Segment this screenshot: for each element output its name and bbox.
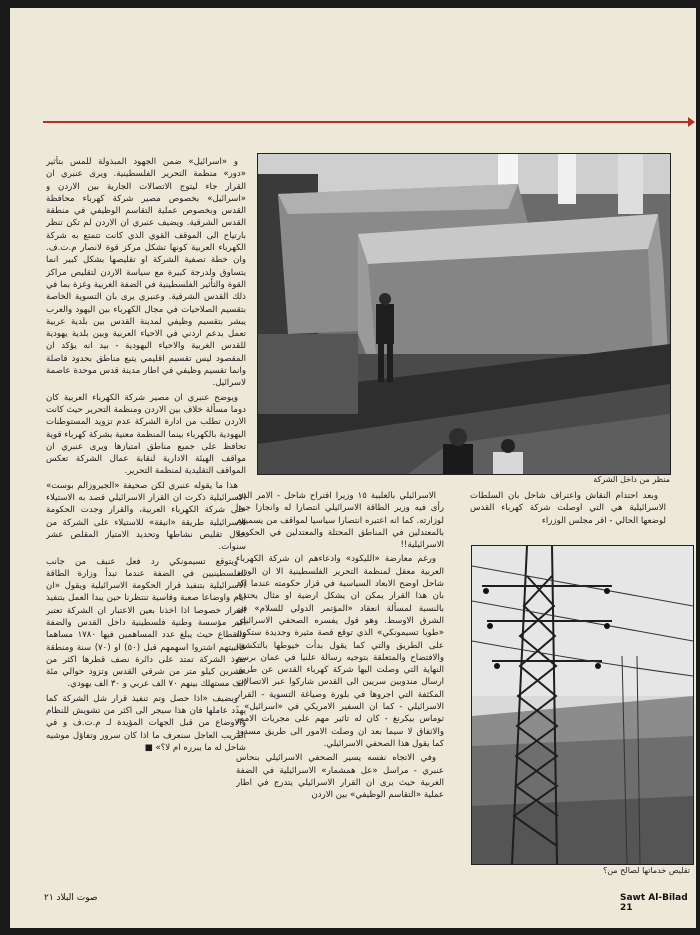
paragraph: الاسرائيلي بالغلبية ١٥ وزيرا اقتراح شاحل - الامر الذي رأى فيه وزير الطاقة الاسرائيلي انتصارا له وانجازا جيدا لوزارته. كما انه اعتبره انتصارا سياسيا لمواقف من يسميهم بالمعتدلين في المناطق المحتلة والمعتدلين في الحكومة الاسرائيلية!! xyxy=(236,491,444,551)
header-rule-arrow-icon xyxy=(688,117,695,127)
power-pylons-photo xyxy=(471,545,694,865)
footer-page-number-latin: Sawt Al-Bilad 21 xyxy=(620,893,688,913)
paragraph: ويتوقع تسيمونكي رد فعل عنيف من جانب الفلسطينيين في الضفة عندما تبدأ وزارة الطاقة الاسرائيلية بتنفيذ قرار الحكومة الاسرائيلية ويقول «ان ايام واوضاعا صعبة وقاسية تنتظرنا حين يبدا العمل بتنفيذ القرار خصوصا اذا اخذنا بعين الاعتبار ان الشركة تعتبر اكبر مؤسسة وطنية فلسطينية داخل القدس والضفة والقطاع حيث يبلغ عدد المساهمين فيها ١٧٨٠ مساهما غالبيتهم اشتروا اسهمهم قبل (٥٠) او (٧٠) سنة ومنطقة نفوذ الشركة تمتد على دائرة نصف قطرها اكثر من عشرين كيلو متر من شرقي القدس وتزود حوالي مئة الف مستهلك بينهم ٧٠ الف عربي و ٣٠ الف يهودي. xyxy=(46,556,246,690)
photo2-caption: تقليص خدماتها لصالح من؟ xyxy=(602,866,690,875)
paragraph: هذا ما يقوله عنبري لكن صحيفة «الجيروزالم بوست» الاسرائيلية ذكرت ان القرار الاسرائيلي قصد به الاستيلاء على شركة الكهرباء العربية، والقرار وجدت الحكومة الاسرائيلية طريقة «انيقة» للاستيلاء على الشركة من خلال تقليص نشاطها وتحديد الامتياز المقلص عشر سنوات. xyxy=(46,480,246,553)
factory-interior-photo xyxy=(257,153,671,475)
header-rule xyxy=(43,121,693,123)
article-column-middle xyxy=(236,490,444,880)
paragraph: و «اسرائيل» ضمن الجهود المبذولة للمس بتأثير «دور» منظمة التحرير الفلسطينية. ويرى عنبري ان القرار جاء ليتوج الاتصالات الجارية بين الاردن و «اسرائيل» بخصوص مصير شركة كهرباء محافظة القدس وبخصوص عملية التقاسم الوظيفي في منطقة القدس الشرقية. ويضيف عنبري ان الاردن لم تكن تنظر بارتياح الى الموقف القوي الذي كانت تتمتع به شركة الكهرباء العربية كونها تشكل مركز قوة لانصار م.ت.ف. وان خطة تصفية الشركة او تقليصها بشكل كبير انما يتساوق ولدرجة كبيرة مع سياسة الاردن لتقليص مراكز القوة والتأثير الفلسطينية في الضفة الغربية وغزة بما في ذلك القدس الشرقية. وعنبري يرى بان التسوية الخاصة بتقسيم الصلاحيات في مجال الكهرباء بين اليهود والعرب يبشر بتقسيم وظيفي لمدينة القدس بين بلدية عربية تعمل بدعم اردني في الاحياء العربية وبين بلدية يهودية للقدس الغربية والاحياء اليهودية - بيد انه يؤكد ان المقصود ليس تقسيم اقليمي يتبع مناطق بحدود فاصلة وانما تقسيم وظيفي في اطار مدينة قدس موحدة عاصمة لاسرائيل. xyxy=(46,157,246,389)
paragraph: ويوضح عنبري ان مصير شركة الكهرباء العربية كان دوما مسألة خلاف بين الاردن ومنظمة التحرير حيث كانت الاردن تطلب من ادارة الشركة عدم تزويد المستوطنات اليهودية بالكهرباء بينما المنظمة معنية بشركة كهرباء قوية تحافظ على جميع مناطق امتيازها ويرى عنبري ان مواقف الهيئة الادارية لنقابة عمال الشركة تعكس المواقف التقليدية لمنظمة التحرير. xyxy=(46,392,246,477)
photo1-caption: منظر من داخل الشركة xyxy=(593,475,670,484)
paragraph: ويضيف «اذا حصل وتم تنفيذ قرار شل الشركة كما يهدد عاملها فان هذا سيجر الى اكثر من تشويش للنظام والاوضاع من قبل الجهات المؤيدة لـ م.ت.ف و في القريب العاجل سنعرف ما اذا كان سرور وتفاؤل موشيه شاحل له ما يبرره ام لا؟» ■ xyxy=(46,693,246,753)
article-column-right xyxy=(46,156,246,891)
magazine-page xyxy=(10,8,696,928)
paragraph: ورغم معارضة «الليكود» وادعاءهم ان شركة الكهرباء العربية معقل لمنظمة التحرير الفلسطينية الا ان الوزير شاحل اوضح الابعاد السياسية في قرار حكومته عندما اكد بان هذا القرار يمكن ان يشكل ارضية او مثال يحتذى بالنسبة لمسألة انعقاد «المؤتمر الدولي للسلام» في الشرق الاوسط. وهو قول يفسره الصحفي الاسرائيلي «طوبا تسيمونكي» الذي توقع قصة مثيرة وجديدة ستكون على الطريق والتي كما يقول بدأت خيوطها بالتكشف والافتضاح والمتعلقة بتوجيه رسالة علنيا في عمان برسم النهاية التي وصلت اليها شركة كهرباء القدس عن طريق ارسال مندوبين سريين الى القدس شاركوا عبر الاتصالات المكثفة التي اجروها في بلورة وصياغة التسوية - القرار الاسرائيلي - كما ان السفير الامريكي في «اسرائيل» - توماس بيكرنغ - كان له تاثير مهم على مجريات الامور والاتفاق لا سيما بعد ان وصلت الامور الى طريق مسدود كما يقول هذا الصحفي الاسرائيلي. xyxy=(236,554,444,749)
article-column-left xyxy=(470,490,666,548)
paragraph: وبعد احتدام النقاش واعتراف شاحل بان السلطات الاسرائيلية هي التي اوصلت شركة كهرباء القدس لوضعها الحالي - اقر مجلس الوزراء xyxy=(470,491,666,526)
footer-page-number-arabic: صوت البلاد ٢١ xyxy=(44,893,98,903)
paragraph: وفي الاتجاه نفسه يسير الصحفي الاسرائيلي بنحاس عنبري - مراسل «عل همشمار» الاسرائيلية في الضفة الغربية حيث يرى ان القرار الاسرائيلي يتدرج في اطار عملية «التقاسم الوظيفي» بين الاردن xyxy=(236,753,444,801)
